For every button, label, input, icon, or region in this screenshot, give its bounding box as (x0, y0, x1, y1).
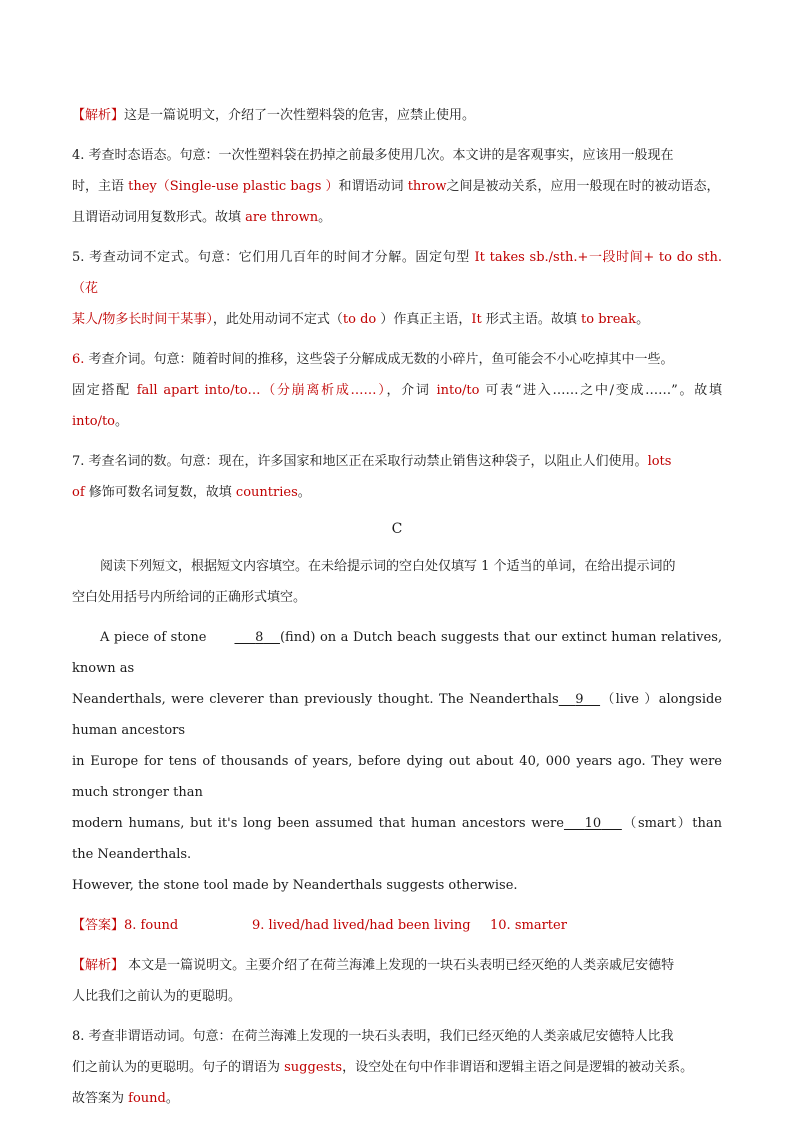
question-6-explanation: 6. 考查介词。句意：随着时间的推移，这些袋子分解成成无数的小碎片，鱼可能会不小心吃掉其中一些。 固定搭配 fall apart into/to…（分崩离析成……），介词 into/to 可表“进入……之中/变成……”。故填 into/to。 (72, 352, 722, 429)
question-8-explanation: 8. 考查非谓语动词。句意：在荷兰海滩上发现的一块石头表明，我们已经灭绝的人类亲戚尼安德特人比我 们之前认为的更聪明。句子的谓语为 suggests，设空处在句中作非谓语和逻辑主语之间是逻辑的被动关系。 故答案为 found。 (72, 1029, 694, 1106)
section-instructions: 阅读下列短文，根据短文内容填空。在未给提示词的空白处仅填写 1 个适当的单词，在给出提示词的 空白处用括号内所给词的正确形式填空。 (72, 559, 676, 605)
analysis-label: 【解析】 (72, 958, 125, 973)
question-4-explanation: 4. 考查时态语态。句意：一次性塑料袋在扔掉之前最多使用几次。本文讲的是客观事实，应该用一般现在 时，主语 they（Single-use plastic bags ）和谓语动词 throw之间是被动关系，应用一般现在时的被动语态， 且谓语动词用复数形式。故填 are thrown。 (72, 148, 720, 225)
document-page (72, 100, 722, 1114)
analysis-intro: 【解析】这是一篇说明文，介绍了一次性塑料袋的危害，应禁止使用。 (72, 108, 476, 123)
blank-8: 8 (255, 630, 264, 645)
analysis-c: 【解析】 本文是一篇说明文。主要介绍了在荷兰海滩上发现的一块石头表明已经灭绝的人类亲戚尼安德特 人比我们之前认为的更聪明。 (72, 958, 675, 1004)
section-heading: C (391, 521, 403, 537)
analysis-label: 【解析】 (72, 108, 125, 123)
blank-9: 9 (575, 692, 584, 707)
question-5-explanation: 5. 考查动词不定式。句意：它们用几百年的时间才分解。固定句型 It takes sb./sth.+一段时间+ to do sth.（花 某人/物多长时间干某事），此处用动词不定式（to do ）作真正主语，It 形式主语。故填 to break。 (72, 250, 722, 327)
answer-key: 【答案】8. found 9. lived/had lived/had been living 10. smarter (72, 910, 722, 941)
blank-10: 10 (584, 816, 602, 831)
question-7-explanation: 7. 考查名词的数。句意：现在，许多国家和地区正在采取行动禁止销售这种袋子，以阻止人们使用。lots of 修饰可数名词复数，故填 countries。 (72, 454, 672, 500)
answer-label: 【答案】 (72, 918, 125, 933)
reading-passage: A piece of stone 8 (find) on a Dutch beach suggests that our extinct human relatives, known as Neanderthals, were cleverer than previously thought. The Neanderthals 9 （live ）alongside human ancestors in Europe for tens of thousands of years, before dying out about 40, 000 years ago. They were much stronger than modern humans, but it's long been assumed that human ancestors were 10 （smart）than the Neanderthals. However, the stone tool made by Neanderthals suggests otherwise. (72, 622, 722, 901)
